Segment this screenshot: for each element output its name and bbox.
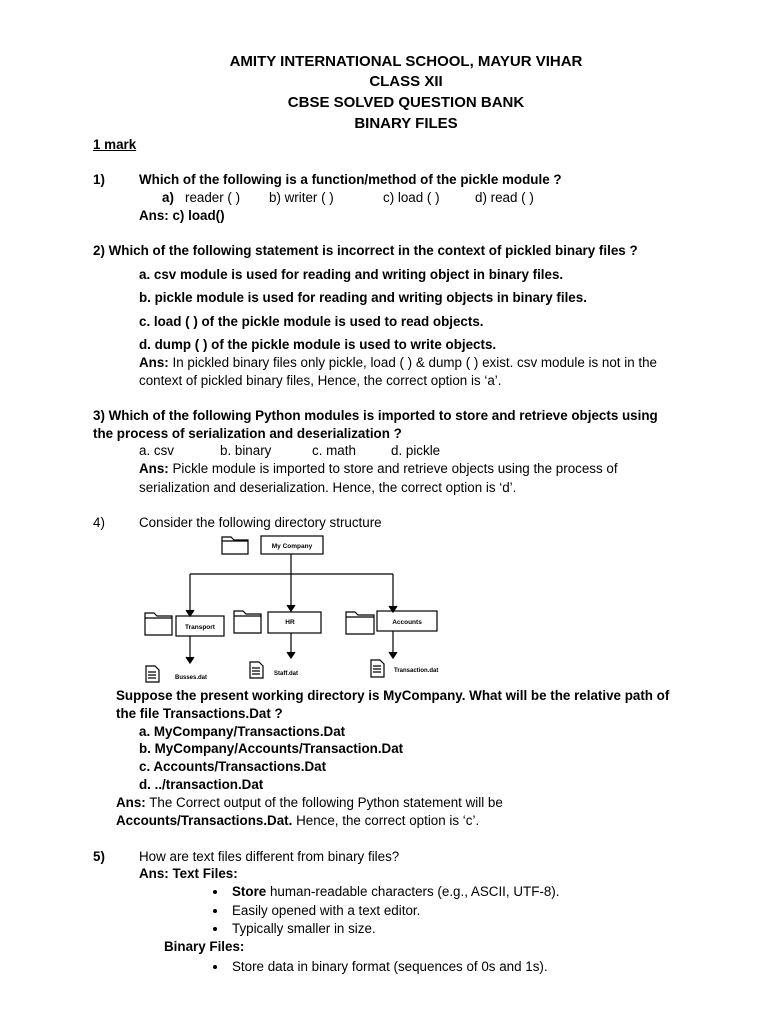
text-files-point-1 (232, 883, 559, 900)
busses-label: Busses.dat (175, 675, 208, 681)
q4-ans-label: Ans: (116, 795, 146, 810)
q3-opt-a: a. csv (139, 443, 174, 458)
t1-rest: human-readable characters (e.g., ASCII, UTF-8). (266, 884, 560, 899)
q3-text-line1: 3) Which of the following Python modules is imported to store and retrieve objects using (93, 408, 658, 423)
q4-number: 4) (93, 515, 105, 530)
q2-opt-c: c. load ( ) of the pickle module is used to read objects. (139, 314, 484, 329)
q2-opt-b: b. pickle module is used for reading and writing objects in binary files. (139, 290, 587, 305)
q5-number: 5) (93, 849, 105, 864)
q4-opt-d: d. ../transaction.Dat (139, 777, 264, 792)
school-title: AMITY INTERNATIONAL SCHOOL, MAYUR VIHAR (229, 53, 583, 70)
q3-text-line2: the process of serialization and deserialization ? (93, 426, 402, 441)
q2-text: 2) Which of the following statement is incorrect in the context of pickled binary files ? (93, 243, 638, 258)
q3-ans-label: Ans: (139, 461, 169, 476)
q2-answer-line1 (139, 354, 657, 371)
q4-question-line2: the file Transactions.Dat ? (116, 706, 283, 721)
q4-opt-c: c. Accounts/Transactions.Dat (139, 759, 327, 774)
q4-question-line1: Suppose the present working directory is MyCompany. What will be the relative path of (116, 688, 670, 703)
binary-files-head: Binary Files: (164, 939, 245, 954)
bank-title: CBSE SOLVED QUESTION BANK (287, 94, 525, 111)
transaction-file-icon (371, 660, 384, 677)
accounts-label: Accounts (392, 619, 422, 626)
q4-text: Consider the following directory structure (139, 515, 382, 530)
q4-answer-line2 (116, 812, 479, 829)
bullet (213, 909, 217, 913)
q4-opt-b: b. MyCompany/Accounts/Transaction.Dat (139, 741, 404, 756)
binary-files-point-1: Store data in binary format (sequences of 0s and 1s). (232, 959, 548, 974)
q2-ans-label: Ans: (139, 355, 169, 370)
q5-ans-head: Ans: Text Files: (139, 866, 238, 881)
q1-opt-a: reader ( ) (185, 190, 241, 205)
bullet (213, 890, 217, 894)
q3-answer-line1 (139, 460, 618, 477)
q4-answer-line1 (116, 794, 503, 811)
transaction-label: Transaction.dat (394, 668, 439, 674)
text-files-point-2: Easily opened with a text editor. (232, 903, 421, 918)
q4-ans-rest: Hence, the correct option is ‘c’. (292, 813, 480, 828)
q3-ans-text: Pickle module is imported to store and retrieve objects using the process of (168, 461, 618, 476)
bullet (213, 965, 217, 969)
q1-opt-a-letter: a) (162, 190, 174, 205)
q2-opt-a: a. csv module is used for reading and writing object in binary files. (139, 267, 564, 282)
q3-opt-b: b. binary (220, 443, 272, 458)
q3-answer-line2: serialization and deserialization. Hence, the correct option is ‘d’. (139, 480, 517, 495)
q4-opt-a: a. MyCompany/Transactions.Dat (139, 724, 346, 739)
topic-title: BINARY FILES (354, 115, 458, 132)
q2-opt-d: d. dump ( ) of the pickle module is used to write objects. (139, 337, 497, 352)
root-folder-icon (222, 537, 248, 554)
section-label: 1 mark (93, 137, 137, 152)
q1-number: 1) (93, 172, 105, 187)
q3-opt-d: d. pickle (391, 443, 441, 458)
hr-folder-icon (234, 611, 261, 633)
staff-label: Staff.dat (274, 671, 298, 677)
q4-ans-bold: Accounts/Transactions.Dat. (116, 813, 293, 828)
directory-diagram (138, 531, 468, 683)
q1-opt-d: d) read ( ) (475, 190, 534, 205)
class-title: CLASS XII (369, 73, 443, 90)
q1-answer: Ans: c) load() (139, 208, 225, 223)
accounts-folder-icon (346, 612, 374, 634)
hr-label: HR (285, 619, 295, 626)
q3-opt-c: c. math (312, 443, 356, 458)
busses-file-icon (146, 666, 159, 682)
root-label: My Company (271, 543, 313, 550)
bullet (213, 927, 217, 931)
q5-text: How are text files different from binary files? (139, 849, 400, 864)
t1-bold: Store (232, 884, 267, 899)
transport-label: Transport (185, 624, 215, 631)
q1-text: Which of the following is a function/method of the pickle module ? (139, 172, 562, 187)
q2-ans-text: In pickled binary files only pickle, load ( ) & dump ( ) exist. csv module is not in the (168, 355, 657, 370)
q2-answer-line2: context of pickled binary files, Hence, the correct option is ‘a’. (139, 373, 502, 388)
q1-opt-c: c) load ( ) (383, 190, 440, 205)
q1-opt-b: b) writer ( ) (269, 190, 334, 205)
text-files-point-3: Typically smaller in size. (232, 921, 376, 936)
staff-file-icon (250, 662, 263, 678)
q4-ans-text: The Correct output of the following Python statement will be (145, 795, 503, 810)
transport-folder-icon (145, 613, 172, 635)
